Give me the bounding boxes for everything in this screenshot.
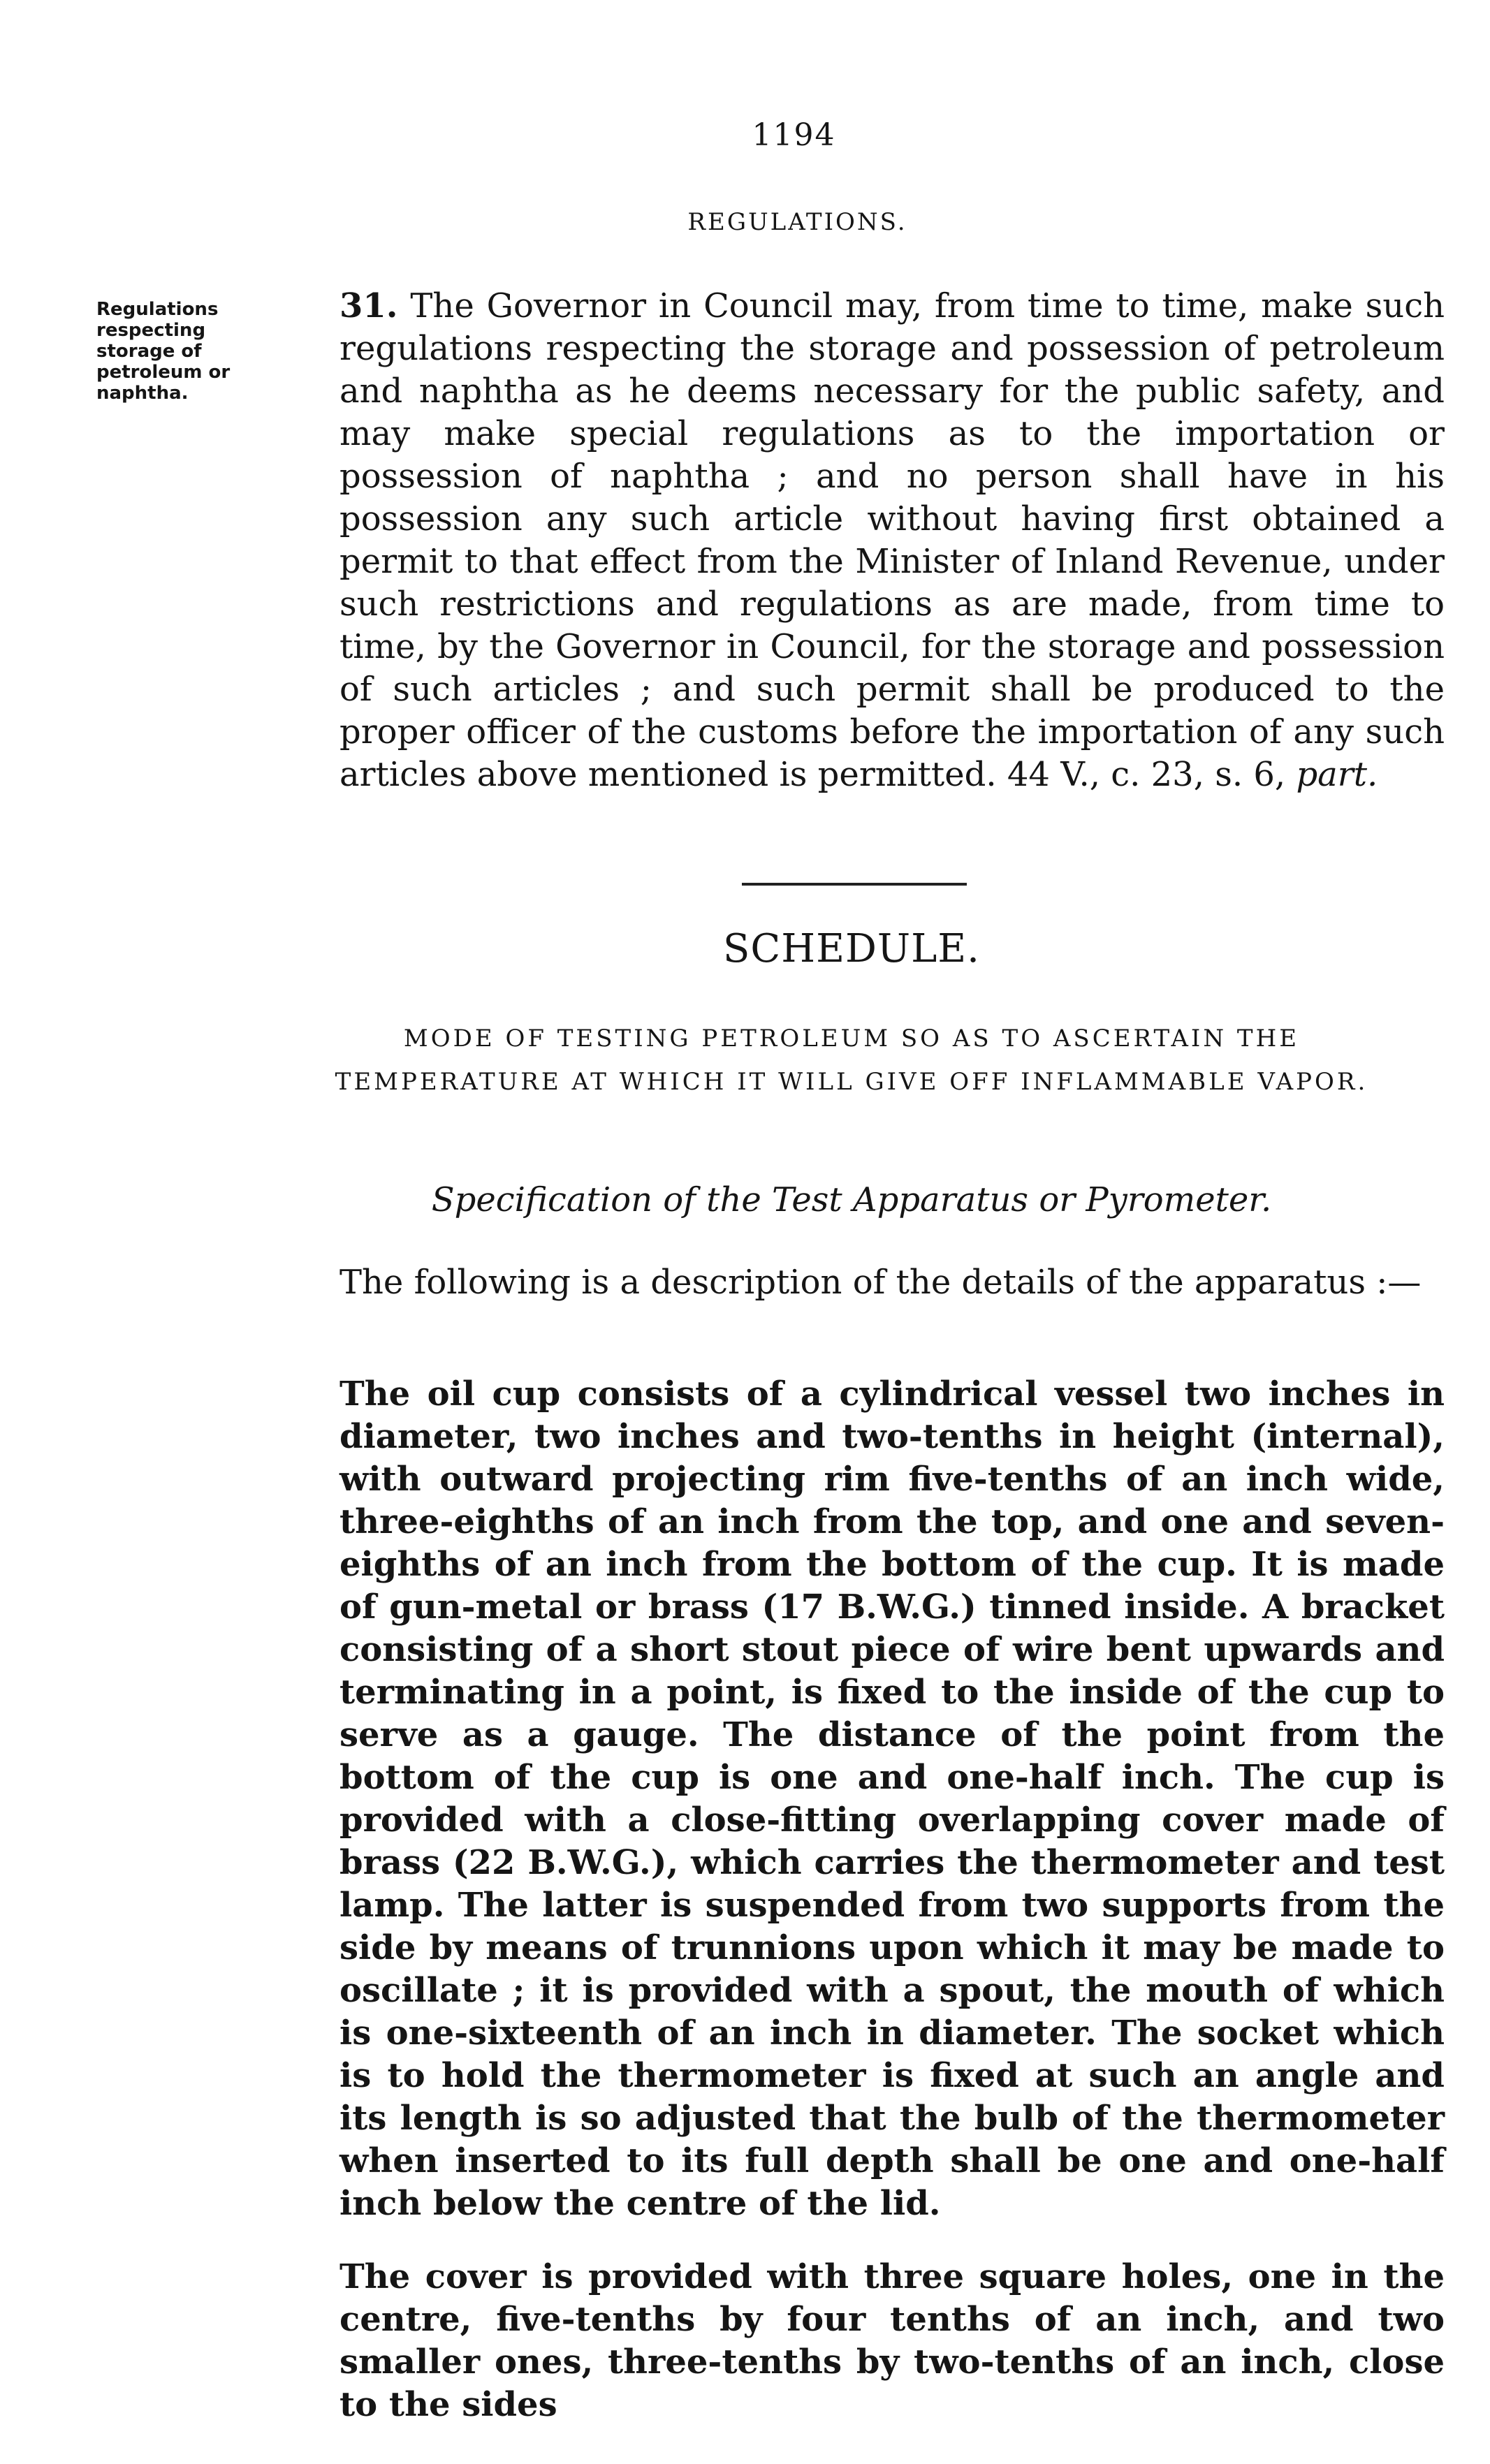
section-divider-rule	[742, 883, 967, 886]
page-number: 1194	[752, 117, 836, 153]
paragraph-cover: The cover is provided with three square holes, one in the centre, five-tenths by four tenths of an inch, and two smaller ones, three-tenths by two-tenths of an inch, close to the sides	[339, 2257, 1445, 2424]
paragraph-intro: The following is a description of the details of the apparatus :—	[339, 1263, 1422, 1302]
schedule-title: SCHEDULE.	[723, 926, 980, 971]
paragraph-oil-cup: The oil cup consists of a cylindrical vessel two inches in diameter, two inches and two-tenths in height (internal), with outward projecting rim five-tenths of an inch wide, three-eighths of an inch from the top, and one and seven-eighths of an inch from the bottom of the cup. It is made of gun-metal or brass (17 B.W.G.) tinned inside. A bracket consisting of a short stout piece of wire bent upwards and terminating in a point, is fixed to the inside of the cup to serve as a gauge. The distance of the point from the bottom of the cup is one and one-half inch. The cup is provided with a close-fitting overlapping cover made of brass (22 B.W.G.), which carries the thermometer and test lamp. The latter is suspended from two supports from the side by means of trunnions upon which it may be made to oscillate ; it is provided with a spout, the mouth of which is one-sixteenth of an inch in diameter. The socket which is to hold the thermometer is fixed at such an angle and its length is so adjusted that the bulb of the thermometer when inserted to its full depth shall be one and one-half inch below the centre of the lid.	[339, 1374, 1445, 2223]
section-31-paragraph	[299, 285, 1445, 796]
section-number: 31.	[339, 286, 398, 325]
section-citation-part: part.	[1296, 755, 1378, 794]
running-head: REGULATIONS.	[687, 208, 907, 236]
section-text: The Governor in Council may, from time to time, make such regulations respecting the storage and possession of petroleum and naphtha as he deems necessary for the public safety, and may make special regulations as to the importation or possession of naphtha ; and no person shall have in his possession any such article without having first obtained a permit to that effect from the Minister of Inland Revenue, under such restrictions and regulations as are made, from time to time, by the Governor in Council, for the storage and possession of such articles ; and such permit shall be produced to the proper officer of the customs before the importation of any such articles above mentioned is permitted. 44 V., c. 23, s. 6,	[339, 286, 1445, 794]
margin-note: Regulations respecting storage of petroleum or naphtha.	[96, 299, 231, 404]
spec-heading: Specification of the Test Apparatus or Pyrometer.	[431, 1180, 1272, 1219]
schedule-subtitle: MODE OF TESTING PETROLEUM SO AS TO ASCERTAIN THE TEMPERATURE AT WHICH IT WILL GIVE OFF INFLAMMABLE VAPOR.	[335, 1025, 1368, 1096]
